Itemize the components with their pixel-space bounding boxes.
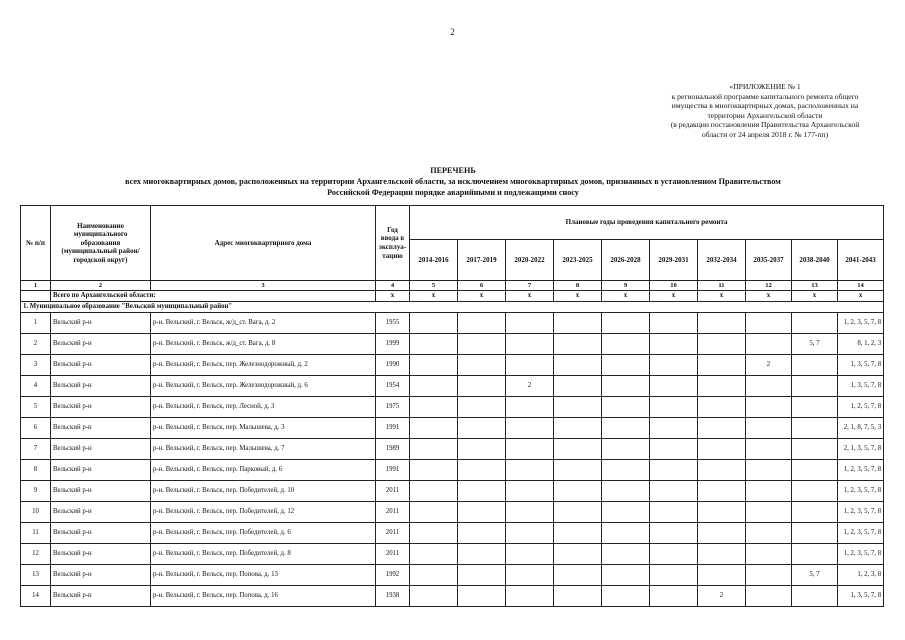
total-mark: x bbox=[506, 291, 554, 302]
row-period-cell bbox=[698, 565, 746, 586]
row-year: 1990 bbox=[376, 355, 410, 376]
row-address: р-н. Вельский, г. Вельск, ж/д_ст. Вага, д. 2 bbox=[151, 313, 376, 334]
appendix-line: к региональной программе капитального ремонта общего bbox=[671, 91, 859, 101]
total-mark: x bbox=[602, 291, 650, 302]
row-address: р-н. Вельский, г. Вельск, пер. Малышева, д. 3 bbox=[151, 418, 376, 439]
row-period-cell bbox=[602, 376, 650, 397]
appendix-note bbox=[640, 82, 890, 140]
row-period-cell bbox=[650, 376, 698, 397]
column-number: 11 bbox=[698, 281, 746, 291]
row-municipality: Вельский р-н bbox=[51, 418, 151, 439]
row-address: р-н. Вельский, г. Вельск, пер. Железнодорожный, д. 2 bbox=[151, 355, 376, 376]
row-period-cell bbox=[746, 586, 792, 607]
row-period-cell: 1, 2, 3, 5, 7, 8 bbox=[838, 544, 884, 565]
row-period-cell bbox=[458, 502, 506, 523]
row-period-cell bbox=[792, 397, 838, 418]
row-address: р-н. Вельский, г. Вельск, пер. Попова, д. 16 bbox=[151, 586, 376, 607]
header-period: 2020-2022 bbox=[506, 240, 554, 281]
row-period-cell bbox=[746, 376, 792, 397]
table-row bbox=[21, 523, 884, 544]
row-period-cell: 8, 1, 2, 3 bbox=[838, 334, 884, 355]
row-period-cell bbox=[602, 397, 650, 418]
header-period: 2038-2040 bbox=[792, 240, 838, 281]
row-period-cell bbox=[698, 376, 746, 397]
row-year: 2011 bbox=[376, 502, 410, 523]
row-period-cell bbox=[746, 481, 792, 502]
row-number: 1 bbox=[21, 313, 51, 334]
header-period: 2023-2025 bbox=[554, 240, 602, 281]
table-row bbox=[21, 397, 884, 418]
column-number: 10 bbox=[650, 281, 698, 291]
row-period-cell bbox=[650, 460, 698, 481]
row-address: р-н. Вельский, г. Вельск, пер. Победителей, д. 6 bbox=[151, 523, 376, 544]
row-period-cell: 1, 2, 3, 8 bbox=[838, 565, 884, 586]
total-mark: x bbox=[650, 291, 698, 302]
row-year: 1955 bbox=[376, 313, 410, 334]
row-period-cell bbox=[650, 313, 698, 334]
row-period-cell bbox=[410, 481, 458, 502]
table-row bbox=[21, 460, 884, 481]
row-period-cell bbox=[506, 334, 554, 355]
total-mark: x bbox=[458, 291, 506, 302]
row-address: р-н. Вельский, г. Вельск, пер. Победителей, д. 10 bbox=[151, 481, 376, 502]
appendix-line: области от 24 апреля 2018 г. № 177-пп) bbox=[701, 129, 829, 139]
row-period-cell bbox=[650, 355, 698, 376]
header-period: 2026-2028 bbox=[602, 240, 650, 281]
row-number: 2 bbox=[21, 334, 51, 355]
total-mark: x bbox=[746, 291, 792, 302]
row-period-cell bbox=[698, 523, 746, 544]
appendix-line: территории Архангельской области bbox=[707, 110, 823, 120]
row-period-cell bbox=[602, 481, 650, 502]
row-period-cell: 1, 3, 5, 7, 8 bbox=[838, 355, 884, 376]
row-municipality: Вельский р-н bbox=[51, 334, 151, 355]
row-period-cell bbox=[410, 439, 458, 460]
row-period-cell: 2 bbox=[506, 376, 554, 397]
header-year: Год ввода в эксплуа-тацию bbox=[376, 206, 410, 281]
row-period-cell bbox=[458, 586, 506, 607]
row-period-cell bbox=[506, 523, 554, 544]
row-period-cell bbox=[410, 355, 458, 376]
row-period-cell bbox=[410, 502, 458, 523]
row-period-cell bbox=[746, 439, 792, 460]
table-row bbox=[21, 565, 884, 586]
row-year: 1954 bbox=[376, 376, 410, 397]
table-row bbox=[21, 313, 884, 334]
appendix-line: имущества в многоквартирных домах, расположенных на bbox=[671, 101, 859, 111]
row-number: 4 bbox=[21, 376, 51, 397]
row-period-cell bbox=[650, 418, 698, 439]
total-mark: x bbox=[698, 291, 746, 302]
row-period-cell bbox=[458, 481, 506, 502]
row-period-cell: 2, 1, 8, 7, 5, 3 bbox=[838, 418, 884, 439]
row-period-cell bbox=[698, 334, 746, 355]
row-period-cell bbox=[506, 313, 554, 334]
row-period-cell: 1, 3, 5, 7, 8 bbox=[838, 586, 884, 607]
row-period-cell bbox=[792, 313, 838, 334]
row-number: 14 bbox=[21, 586, 51, 607]
document-heading bbox=[20, 165, 886, 198]
row-period-cell bbox=[554, 313, 602, 334]
row-period-cell bbox=[650, 502, 698, 523]
row-period-cell bbox=[410, 565, 458, 586]
row-period-cell: 1, 2, 3, 5, 7, 8 bbox=[838, 460, 884, 481]
row-year: 2011 bbox=[376, 481, 410, 502]
row-municipality: Вельский р-н bbox=[51, 544, 151, 565]
row-period-cell bbox=[554, 586, 602, 607]
row-number: 11 bbox=[21, 523, 51, 544]
row-period-cell bbox=[698, 502, 746, 523]
column-number: 12 bbox=[746, 281, 792, 291]
row-period-cell bbox=[698, 355, 746, 376]
row-period-cell bbox=[410, 544, 458, 565]
row-period-cell bbox=[410, 313, 458, 334]
row-year: 2011 bbox=[376, 523, 410, 544]
row-address: р-н. Вельский, г. Вельск, пер. Попова, д. 13 bbox=[151, 565, 376, 586]
row-period-cell bbox=[410, 334, 458, 355]
column-number: 7 bbox=[506, 281, 554, 291]
table-row bbox=[21, 586, 884, 607]
column-number: 3 bbox=[151, 281, 376, 291]
row-period-cell bbox=[746, 397, 792, 418]
row-address: р-н. Вельский, г. Вельск, пер. Победителей, д. 12 bbox=[151, 502, 376, 523]
row-municipality: Вельский р-н bbox=[51, 586, 151, 607]
row-period-cell bbox=[506, 565, 554, 586]
row-period-cell bbox=[410, 397, 458, 418]
column-number: 9 bbox=[602, 281, 650, 291]
row-municipality: Вельский р-н bbox=[51, 376, 151, 397]
table-row bbox=[21, 418, 884, 439]
row-number: 12 bbox=[21, 544, 51, 565]
column-number: 13 bbox=[792, 281, 838, 291]
row-period-cell bbox=[554, 523, 602, 544]
row-number: 7 bbox=[21, 439, 51, 460]
total-cell-empty bbox=[21, 291, 51, 302]
table-row bbox=[21, 544, 884, 565]
appendix-line: «ПРИЛОЖЕНИЕ № 1 bbox=[729, 82, 801, 91]
document-title: ПЕРЕЧЕНЬ bbox=[430, 166, 476, 175]
row-period-cell bbox=[792, 418, 838, 439]
row-period-cell bbox=[410, 376, 458, 397]
header-municipality: Наименование муниципального образования (муниципальный район/городской округ) bbox=[51, 206, 151, 281]
column-number: 5 bbox=[410, 281, 458, 291]
row-period-cell bbox=[554, 418, 602, 439]
row-address: р-н. Вельский, г. Вельск, пер. Железнодорожный, д. 6 bbox=[151, 376, 376, 397]
row-period-cell bbox=[458, 460, 506, 481]
row-period-cell bbox=[650, 439, 698, 460]
row-year: 2011 bbox=[376, 544, 410, 565]
row-period-cell bbox=[698, 544, 746, 565]
row-number: 6 bbox=[21, 418, 51, 439]
row-period-cell: 1, 2, 3, 5, 7, 8 bbox=[838, 313, 884, 334]
row-period-cell bbox=[650, 397, 698, 418]
header-address: Адрес многоквартирного дома bbox=[151, 206, 376, 281]
row-period-cell bbox=[506, 355, 554, 376]
row-period-cell bbox=[698, 397, 746, 418]
row-period-cell bbox=[650, 544, 698, 565]
row-period-cell bbox=[602, 460, 650, 481]
row-period-cell bbox=[554, 502, 602, 523]
row-period-cell bbox=[792, 586, 838, 607]
header-period: 2017-2019 bbox=[458, 240, 506, 281]
header-period: 2041-2043 bbox=[838, 240, 884, 281]
page-number: 2 bbox=[450, 27, 455, 37]
row-period-cell: 2, 1, 3, 5, 7, 8 bbox=[838, 439, 884, 460]
row-address: р-н. Вельский, г. Вельск, пер. Парковый, д. 6 bbox=[151, 460, 376, 481]
row-period-cell bbox=[602, 523, 650, 544]
row-period-cell bbox=[650, 565, 698, 586]
row-period-cell bbox=[458, 418, 506, 439]
row-address: р-н. Вельский, г. Вельск, ж/д_ст. Вага, д. 8 bbox=[151, 334, 376, 355]
header-period: 2014-2016 bbox=[410, 240, 458, 281]
row-year: 1989 bbox=[376, 439, 410, 460]
column-number: 1 bbox=[21, 281, 51, 291]
row-number: 9 bbox=[21, 481, 51, 502]
table-row bbox=[21, 355, 884, 376]
row-number: 5 bbox=[21, 397, 51, 418]
row-period-cell bbox=[410, 523, 458, 544]
row-period-cell bbox=[602, 334, 650, 355]
row-period-cell bbox=[602, 313, 650, 334]
document-subtitle-line: всех многоквартирных домов, расположенных на территории Архангельской области, за исключением многоквартирных домов, признанных в установленном Правительством bbox=[125, 177, 781, 186]
row-period-cell bbox=[792, 502, 838, 523]
row-period-cell bbox=[792, 460, 838, 481]
row-period-cell bbox=[554, 334, 602, 355]
row-period-cell bbox=[458, 355, 506, 376]
total-mark: x bbox=[838, 291, 884, 302]
row-period-cell bbox=[746, 544, 792, 565]
appendix-line: (в редакции постановления Правительства Архангельской bbox=[670, 120, 860, 130]
row-period-cell bbox=[506, 481, 554, 502]
row-period-cell bbox=[698, 460, 746, 481]
row-address: р-н. Вельский, г. Вельск, пер. Малышева, д. 7 bbox=[151, 439, 376, 460]
row-period-cell bbox=[792, 544, 838, 565]
section-row bbox=[21, 302, 884, 313]
row-year: 1938 bbox=[376, 586, 410, 607]
row-municipality: Вельский р-н bbox=[51, 565, 151, 586]
row-municipality: Вельский р-н bbox=[51, 460, 151, 481]
row-period-cell bbox=[792, 523, 838, 544]
document-subtitle-line: Российской Федерации порядке аварийными и подлежащими сносу bbox=[327, 188, 579, 197]
row-period-cell bbox=[554, 544, 602, 565]
row-period-cell bbox=[554, 376, 602, 397]
total-mark: x bbox=[376, 291, 410, 302]
row-period-cell: 1, 2, 3, 5, 7, 8 bbox=[838, 481, 884, 502]
total-label: Всего по Архангельской области: bbox=[51, 291, 376, 302]
row-municipality: Вельский р-н bbox=[51, 481, 151, 502]
row-period-cell bbox=[602, 544, 650, 565]
total-mark: x bbox=[410, 291, 458, 302]
row-period-cell bbox=[458, 334, 506, 355]
row-period-cell bbox=[506, 544, 554, 565]
row-year: 1999 bbox=[376, 334, 410, 355]
row-period-cell: 1, 2, 5, 7, 8 bbox=[838, 397, 884, 418]
total-mark: x bbox=[792, 291, 838, 302]
row-period-cell bbox=[410, 418, 458, 439]
row-period-cell bbox=[792, 376, 838, 397]
row-period-cell bbox=[506, 586, 554, 607]
row-number: 13 bbox=[21, 565, 51, 586]
row-municipality: Вельский р-н bbox=[51, 313, 151, 334]
row-period-cell bbox=[602, 418, 650, 439]
row-period-cell bbox=[746, 502, 792, 523]
header-planned-years: Плановые годы проведения капитального ремонта bbox=[410, 206, 884, 240]
table-row bbox=[21, 334, 884, 355]
row-period-cell bbox=[746, 565, 792, 586]
row-period-cell bbox=[698, 418, 746, 439]
row-period-cell bbox=[746, 523, 792, 544]
row-period-cell bbox=[458, 439, 506, 460]
row-period-cell bbox=[458, 397, 506, 418]
row-number: 3 bbox=[21, 355, 51, 376]
row-period-cell: 1, 2, 3, 5, 7, 8 bbox=[838, 523, 884, 544]
row-period-cell bbox=[792, 481, 838, 502]
row-municipality: Вельский р-н bbox=[51, 355, 151, 376]
header-period: 2032-2034 bbox=[698, 240, 746, 281]
row-number: 8 bbox=[21, 460, 51, 481]
row-period-cell bbox=[602, 586, 650, 607]
column-number: 6 bbox=[458, 281, 506, 291]
column-number: 2 bbox=[51, 281, 151, 291]
row-period-cell bbox=[458, 565, 506, 586]
row-period-cell bbox=[554, 460, 602, 481]
header-row bbox=[21, 206, 884, 240]
column-number: 8 bbox=[554, 281, 602, 291]
row-year: 1975 bbox=[376, 397, 410, 418]
row-municipality: Вельский р-н bbox=[51, 523, 151, 544]
row-period-cell bbox=[458, 376, 506, 397]
row-period-cell bbox=[746, 313, 792, 334]
row-period-cell: 1, 2, 3, 5, 7, 8 bbox=[838, 502, 884, 523]
row-period-cell bbox=[554, 397, 602, 418]
table-row bbox=[21, 439, 884, 460]
header-period: 2035-2037 bbox=[746, 240, 792, 281]
row-period-cell: 2 bbox=[746, 355, 792, 376]
row-period-cell bbox=[650, 523, 698, 544]
row-municipality: Вельский р-н bbox=[51, 439, 151, 460]
row-period-cell: 5, 7 bbox=[792, 565, 838, 586]
row-period-cell bbox=[650, 481, 698, 502]
column-number: 4 bbox=[376, 281, 410, 291]
row-period-cell bbox=[458, 523, 506, 544]
row-period-cell bbox=[506, 439, 554, 460]
row-period-cell bbox=[506, 418, 554, 439]
row-period-cell bbox=[650, 586, 698, 607]
row-period-cell bbox=[698, 313, 746, 334]
row-period-cell bbox=[698, 481, 746, 502]
column-numbers-row bbox=[21, 281, 884, 291]
total-mark: x bbox=[554, 291, 602, 302]
row-period-cell bbox=[698, 439, 746, 460]
row-municipality: Вельский р-н bbox=[51, 397, 151, 418]
section-title: 1. Муниципальное образование "Вельский муниципальный район" bbox=[21, 302, 884, 313]
housing-table bbox=[20, 205, 884, 607]
header-period: 2029-2031 bbox=[650, 240, 698, 281]
row-period-cell bbox=[506, 460, 554, 481]
row-period-cell bbox=[602, 439, 650, 460]
row-period-cell bbox=[554, 439, 602, 460]
row-period-cell bbox=[554, 355, 602, 376]
row-period-cell bbox=[554, 565, 602, 586]
row-number: 10 bbox=[21, 502, 51, 523]
row-period-cell bbox=[746, 418, 792, 439]
row-period-cell bbox=[792, 439, 838, 460]
row-year: 1991 bbox=[376, 460, 410, 481]
row-period-cell: 5, 7 bbox=[792, 334, 838, 355]
table-row bbox=[21, 502, 884, 523]
row-period-cell bbox=[458, 313, 506, 334]
row-period-cell bbox=[746, 334, 792, 355]
row-address: р-н. Вельский, г. Вельск, пер. Лесной, д. 3 bbox=[151, 397, 376, 418]
row-period-cell bbox=[602, 502, 650, 523]
row-period-cell bbox=[458, 544, 506, 565]
row-period-cell bbox=[792, 355, 838, 376]
row-period-cell bbox=[602, 355, 650, 376]
column-number: 14 bbox=[838, 281, 884, 291]
row-municipality: Вельский р-н bbox=[51, 502, 151, 523]
table-row bbox=[21, 376, 884, 397]
row-period-cell bbox=[554, 481, 602, 502]
row-period-cell bbox=[746, 460, 792, 481]
row-address: р-н. Вельский, г. Вельск, пер. Победителей, д. 8 bbox=[151, 544, 376, 565]
row-year: 1991 bbox=[376, 418, 410, 439]
table-row bbox=[21, 481, 884, 502]
row-period-cell: 2 bbox=[698, 586, 746, 607]
row-period-cell bbox=[506, 397, 554, 418]
row-year: 1992 bbox=[376, 565, 410, 586]
row-period-cell bbox=[506, 502, 554, 523]
row-period-cell bbox=[650, 334, 698, 355]
row-period-cell bbox=[410, 586, 458, 607]
total-row bbox=[21, 291, 884, 302]
header-num: № п/п bbox=[21, 206, 51, 281]
row-period-cell: 1, 3, 5, 7, 8 bbox=[838, 376, 884, 397]
row-period-cell bbox=[410, 460, 458, 481]
row-period-cell bbox=[602, 565, 650, 586]
